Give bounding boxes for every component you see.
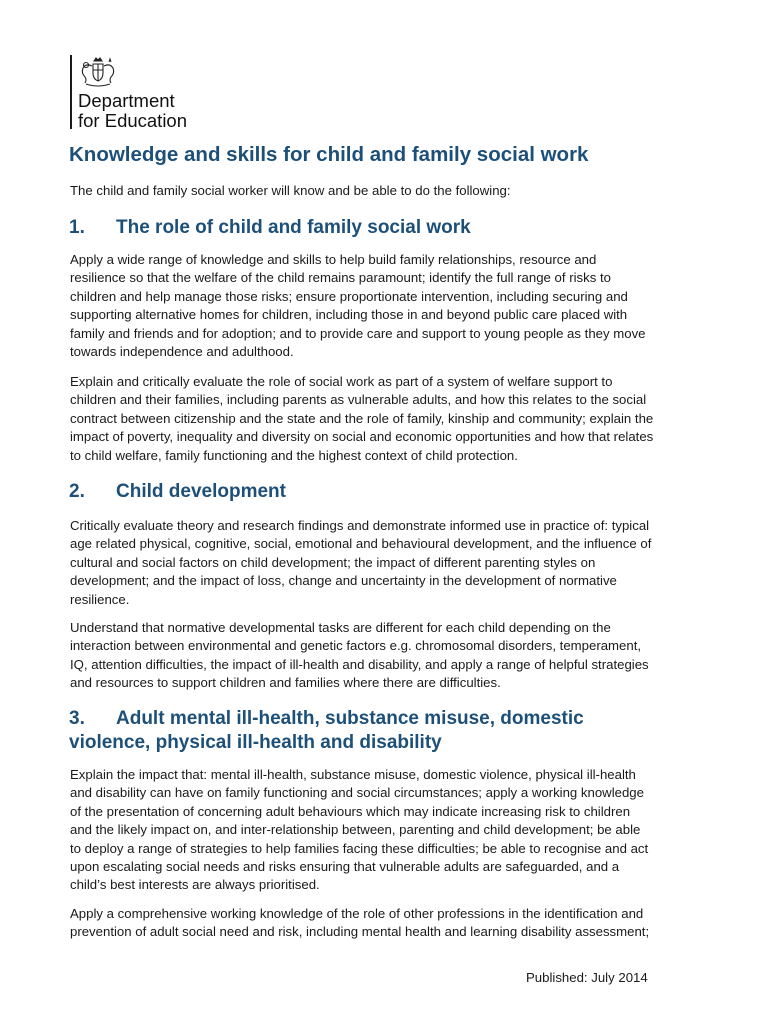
logo-rule <box>70 55 72 129</box>
text-line: Apply a wide range of knowledge and skills to help build family relationships, resource and <box>70 252 597 267</box>
text-line: Understand that normative developmental tasks are different for each child depending on the <box>70 620 611 635</box>
text-line: resilience. <box>70 591 130 607</box>
document-title: Knowledge and skills for child and family social work <box>69 143 589 166</box>
text-line: Explain the impact that: mental ill-health, substance misuse, domestic violence, physical ill-health <box>70 767 636 782</box>
section-3-paragraph-1 <box>70 766 710 895</box>
royal-coat-of-arms-icon <box>78 55 118 87</box>
text-line: of the presentation of concerning adult behaviours which may indicate increasing risk to children <box>70 803 631 819</box>
section-2-heading <box>69 480 286 504</box>
text-line: to deploy a range of strategies to help families facing these difficulties; be able to recognise and act <box>70 840 649 856</box>
text-line: interaction between environmental and genetic factors e.g. chromosomal disorders, temperament, <box>70 638 642 654</box>
section-2-paragraph-1 <box>70 517 710 609</box>
section-3-paragraph-2 <box>70 905 710 942</box>
text-line: upon escalating social needs and risks ensuring that vulnerable adults are safeguarded, and a <box>70 859 620 875</box>
section-3-heading <box>69 707 584 755</box>
section-number: 1. <box>69 217 85 238</box>
department-name <box>78 91 187 131</box>
text-line: IQ, attention difficulties, the impact of ill-health and disability, and apply a range of helpful strategies <box>70 656 649 672</box>
intro-text: The child and family social worker will know and be able to do the following: <box>70 183 511 198</box>
section-title-line1: Adult mental ill-health, substance misuse, domestic <box>116 708 584 729</box>
section-2-paragraph-2 <box>70 619 710 693</box>
department-name-line1: Department <box>78 90 175 111</box>
section-1-heading <box>69 216 471 240</box>
section-1-paragraph-1 <box>70 251 710 361</box>
text-line: age related physical, cognitive, social, emotional and behavioural development, and the influence of <box>70 536 652 552</box>
text-line: child’s best interests are always prioritised. <box>70 877 320 893</box>
text-line: and resources to support children and families where there are difficulties. <box>70 675 501 691</box>
section-title: Child development <box>116 481 286 502</box>
text-line: children and their families, including parents as vulnerable adults, and how this relates to the social <box>70 392 647 408</box>
text-line: impact of poverty, inequality and diversity on social and economic opportunities and how that relates <box>70 429 654 445</box>
section-1-paragraph-2 <box>70 373 710 465</box>
text-line: towards independence and adulthood. <box>70 344 294 360</box>
text-line: Critically evaluate theory and research findings and demonstrate informed use in practice of: typical <box>70 518 650 533</box>
text-line: Apply a comprehensive working knowledge of the role of other professions in the identification and <box>70 906 644 921</box>
section-number: 3. <box>69 708 85 729</box>
text-line: Explain and critically evaluate the role of social work as part of a system of welfare support to <box>70 374 613 389</box>
text-line: development; and the impact of loss, change and uncertainty in the development of normative <box>70 573 617 589</box>
section-number: 2. <box>69 481 85 502</box>
text-line: children and help manage those risks; ensure proportionate intervention, including securing and <box>70 288 628 304</box>
text-line: prevention of adult social need and risk, including mental health and learning disability assessment; <box>70 924 650 940</box>
text-line: cultural and social factors on child development; the impact of different parenting styles on <box>70 554 596 570</box>
text-line: and the likely impact on, and inter-relationship between, parenting and child development; be able <box>70 822 641 838</box>
section-title: The role of child and family social work <box>116 217 471 238</box>
department-name-line2: for Education <box>78 110 188 131</box>
text-line: and disability can have on family functioning and social circumstances; apply a working knowledge <box>70 785 644 801</box>
text-line: family and friends and for adoption; and to provide care and support to young people as they move <box>70 325 646 341</box>
section-title-line2: violence, physical ill-health and disability <box>69 732 442 753</box>
text-line: supporting alternative homes for children, including those in and beyond public care placed with <box>70 307 628 323</box>
text-line: contract between citizenship and the state and the role of family, kinship and community; explain the <box>70 410 654 426</box>
text-line: to child welfare, family functioning and the highest context of child protection. <box>70 447 518 463</box>
published-date: Published: July 2014 <box>526 970 648 985</box>
text-line: resilience so that the welfare of the child remains paramount; identify the full range of risks to <box>70 270 611 286</box>
